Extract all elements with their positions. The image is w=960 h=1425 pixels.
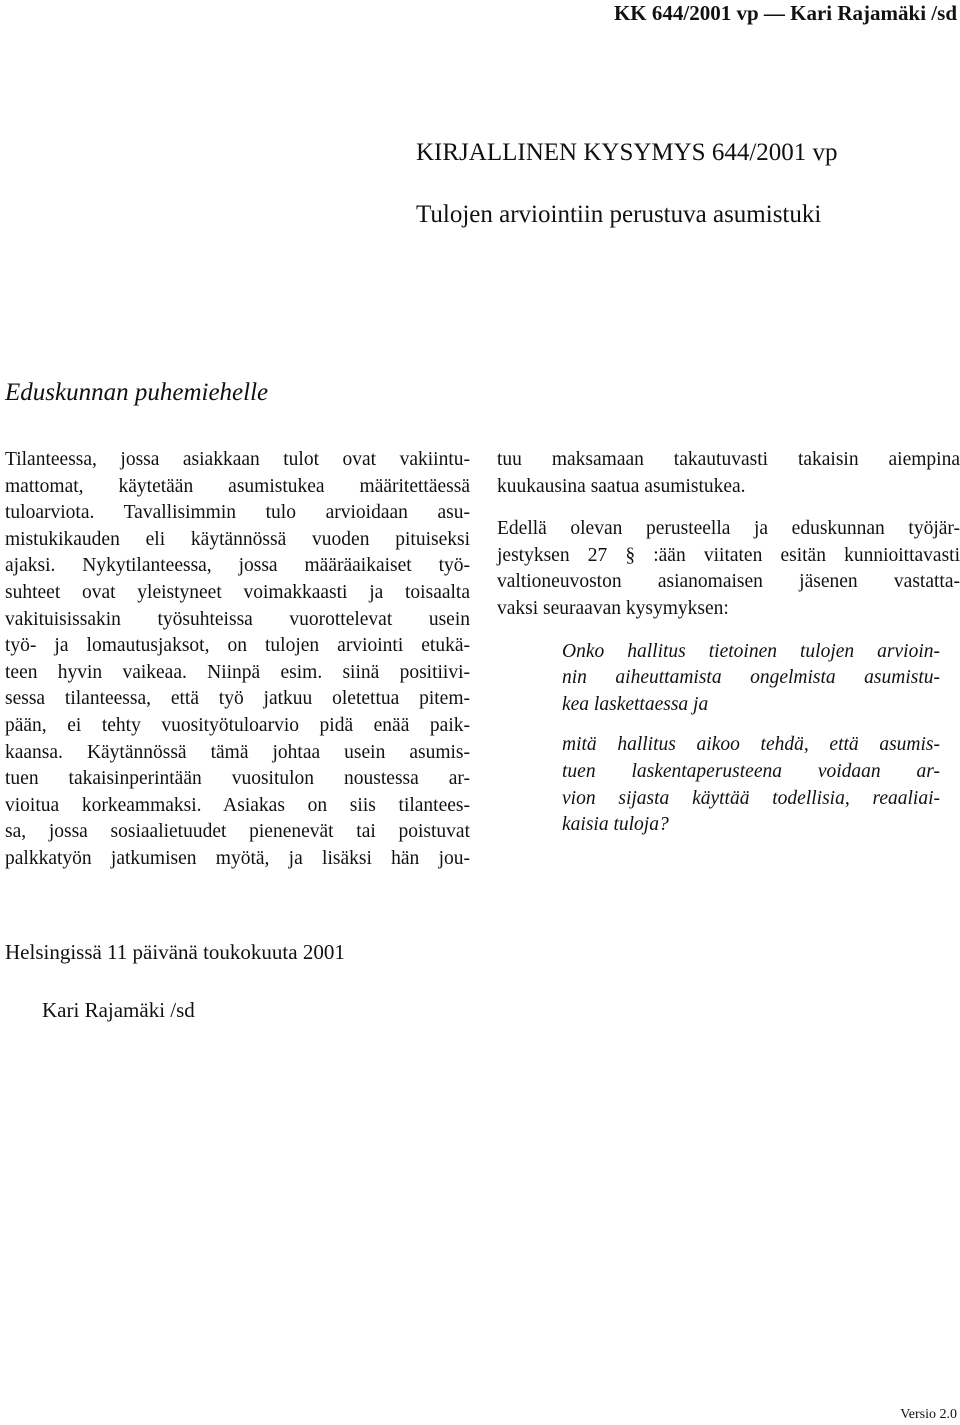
question-line: kea laskettaessa ja [562, 693, 709, 715]
place-and-date: Helsingissä 11 päivänä toukokuuta 2001 [5, 940, 345, 964]
body-line: vaksi seuraavan kysymyksen: [497, 597, 729, 619]
document-subtitle: Tulojen arviointiin perustuva asumistuki [416, 201, 822, 228]
left-text-column [5, 447, 470, 873]
body-line: Edellä olevan perusteella ja eduskunnan työjär- [497, 518, 960, 540]
body-line: ajaksi. Nykytilanteessa, jossa määräaikaiset työ- [5, 555, 470, 577]
body-line: teen hyvin vaikeaa. Niinpä esim. siinä positiivi- [5, 661, 470, 683]
question-line: tuen laskentaperusteena voidaan ar- [562, 760, 940, 782]
body-line: sessa tilanteessa, että työ jatkuu oletettua pitem- [5, 688, 470, 710]
question-line: Onko hallitus tietoinen tulojen arvioin- [562, 640, 940, 662]
body-line: tuloarviota. Tavallisimmin tulo arvioidaan asu- [5, 502, 470, 524]
body-line: palkkatyön jatkumisen myötä, ja lisäksi hän jou- [5, 847, 470, 869]
body-line: työ- ja lomautusjaksot, on tulojen arviointi etukä- [5, 635, 470, 657]
body-line: mistukikauden eli käytännössä vuoden pituiseksi [5, 528, 470, 550]
body-line: suhteet ovat yleistyneet voimakkaasti ja toisaalta [5, 581, 470, 603]
paragraph-gap [497, 718, 960, 732]
paragraph-gap [497, 623, 960, 639]
paragraph-gap [497, 500, 960, 516]
body-line: kuukausina saatua asumistukea. [497, 475, 746, 497]
body-line: pään, ei tehty vuosityötuloarvio pidä enää paik- [5, 714, 470, 736]
question-line: nin aiheuttamista ongelmista asumistu- [562, 667, 940, 689]
question-one [562, 639, 940, 719]
question-line: mitä hallitus aikoo tehdä, että asumis- [562, 734, 940, 756]
body-line: jestyksen 27 § :ään viitaten esitän kunnioittavasti [497, 544, 960, 566]
body-line: mattomat, käytetään asumistukea määritettäessä [5, 475, 470, 497]
document-title: KIRJALLINEN KYSYMYS 644/2001 vp [416, 139, 838, 166]
body-line: Tilanteessa, jossa asiakkaan tulot ovat vakiintu- [5, 449, 470, 470]
body-line: vioitua korkeammaksi. Asiakas on siis tilantees- [5, 794, 470, 816]
version-label: Versio 2.0 [900, 1407, 957, 1422]
addressee-heading: Eduskunnan puhemiehelle [5, 379, 269, 406]
body-line: tuen takaisinperintään vuositulon noustessa ar- [5, 768, 470, 790]
document-reference-header: KK 644/2001 vp — Kari Rajamäki /sd [613, 1, 957, 25]
question-two [562, 732, 940, 838]
body-line: valtioneuvoston asianomaisen jäsenen vastatta- [497, 571, 960, 593]
question-line: vion sijasta käyttää todellisia, reaaliai- [562, 787, 940, 809]
right-text-column [497, 447, 960, 839]
body-line: sa, jossa sosiaalietuudet pienenevät tai poistuvat [5, 821, 470, 843]
body-line: kaansa. Käytännössä tämä johtaa usein asumis- [5, 741, 470, 763]
signature: Kari Rajamäki /sd [42, 998, 195, 1022]
body-line: tuu maksamaan takautuvasti takaisin aiempina [497, 449, 960, 470]
question-line: kaisia tuloja? [562, 814, 669, 836]
body-line: vakituisissakin työsuhteissa vuorottelevat usein [5, 608, 470, 630]
